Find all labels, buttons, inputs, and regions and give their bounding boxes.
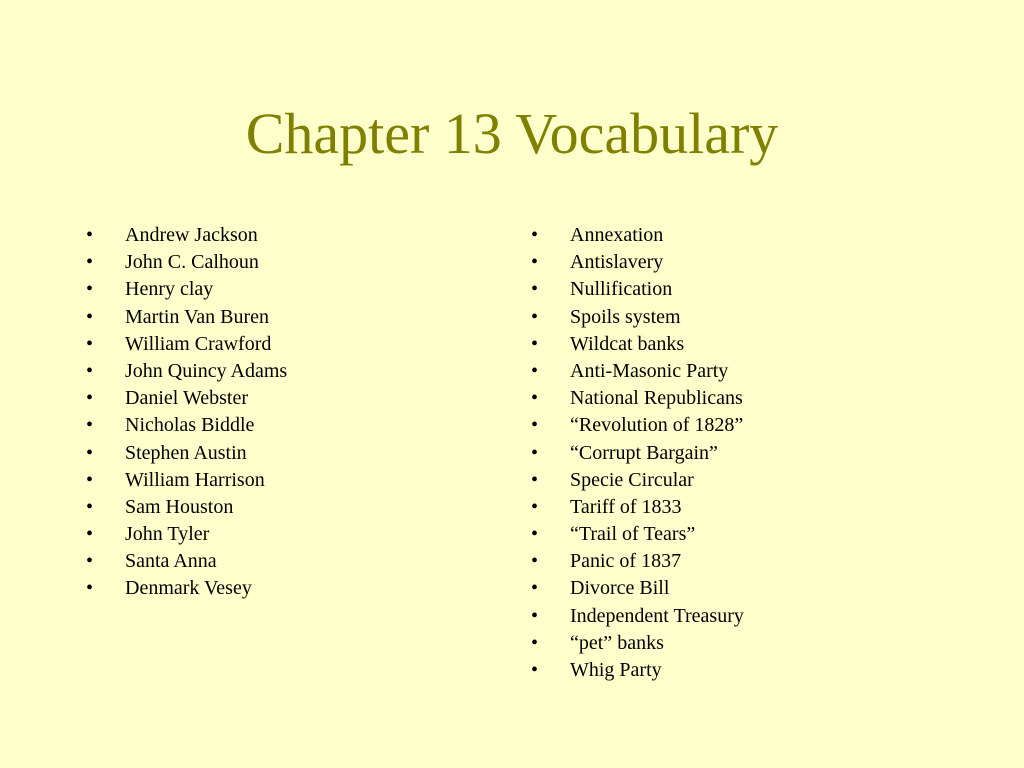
- list-item-text: Specie Circular: [570, 468, 694, 491]
- list-item-text: Antislavery: [570, 251, 664, 274]
- bullet-icon: •: [531, 604, 539, 627]
- list-item: [531, 249, 971, 276]
- list-item: [86, 548, 486, 575]
- list-item: [531, 494, 971, 521]
- list-item-text: Independent Treasury: [570, 604, 744, 627]
- list-item-text: “Revolution of 1828”: [570, 414, 744, 437]
- bullet-icon: •: [531, 305, 539, 328]
- list-item: [86, 494, 486, 521]
- list-item-text: Santa Anna: [125, 550, 217, 573]
- list-item-text: William Crawford: [125, 332, 272, 355]
- list-item-text: Whig Party: [570, 659, 662, 681]
- list-item: [86, 276, 486, 303]
- list-item-text: Nicholas Biddle: [125, 414, 255, 437]
- bullet-icon: •: [531, 224, 539, 246]
- bullet-icon: •: [531, 631, 539, 654]
- bullet-icon: •: [86, 495, 94, 518]
- bullet-icon: •: [86, 278, 94, 301]
- list-item: [86, 358, 486, 385]
- bullet-icon: •: [86, 224, 94, 246]
- list-item-text: John Quincy Adams: [125, 359, 288, 382]
- list-item-text: Martin Van Buren: [125, 305, 270, 328]
- list-item: [531, 304, 971, 331]
- list-item-text: Nullification: [570, 278, 673, 301]
- list-item-text: John Tyler: [125, 523, 210, 546]
- bullet-icon: •: [86, 414, 94, 437]
- list-item-text: Spoils system: [570, 305, 681, 328]
- list-item-text: William Harrison: [125, 468, 265, 491]
- list-item: [531, 358, 971, 385]
- list-item: [531, 385, 971, 412]
- bullet-icon: •: [86, 441, 94, 464]
- bullet-icon: •: [531, 468, 539, 491]
- list-item: [86, 331, 486, 358]
- bullet-icon: •: [531, 659, 539, 681]
- list-item-text: John C. Calhoun: [125, 251, 259, 274]
- bullet-icon: •: [86, 387, 94, 410]
- slide-title: Chapter 13 Vocabulary: [245, 101, 779, 166]
- list-item: [531, 630, 971, 657]
- bullet-icon: •: [531, 332, 539, 355]
- list-item-text: Panic of 1837: [570, 550, 682, 573]
- list-item-text: Divorce Bill: [570, 577, 670, 600]
- list-item-text: “pet” banks: [570, 631, 664, 654]
- list-item: [86, 467, 486, 494]
- list-item: [531, 548, 971, 575]
- list-item: [86, 521, 486, 548]
- right-vocabulary-list: [531, 222, 971, 684]
- bullet-icon: •: [86, 332, 94, 355]
- list-item-text: “Trail of Tears”: [570, 523, 696, 546]
- list-item: [86, 385, 486, 412]
- list-item-text: “Corrupt Bargain”: [570, 441, 718, 464]
- bullet-icon: •: [531, 387, 539, 410]
- bullet-icon: •: [531, 359, 539, 382]
- bullet-icon: •: [531, 577, 539, 600]
- list-item-text: Tariff of 1833: [570, 495, 682, 518]
- bullet-icon: •: [531, 495, 539, 518]
- list-item-text: Henry clay: [125, 278, 214, 301]
- list-item: [86, 440, 486, 467]
- list-item-text: Annexation: [570, 224, 664, 246]
- bullet-icon: •: [531, 278, 539, 301]
- bullet-icon: •: [531, 550, 539, 573]
- bullet-icon: •: [86, 251, 94, 274]
- list-item-text: Stephen Austin: [125, 441, 247, 464]
- list-item: [531, 521, 971, 548]
- list-item: [86, 222, 486, 249]
- list-item: [531, 412, 971, 439]
- list-item-text: National Republicans: [570, 387, 743, 410]
- left-vocabulary-list: [86, 222, 486, 603]
- list-item: [531, 222, 971, 249]
- list-item-text: Daniel Webster: [125, 387, 248, 410]
- list-item: [86, 249, 486, 276]
- bullet-icon: •: [531, 441, 539, 464]
- bullet-icon: •: [86, 550, 94, 573]
- list-item: [531, 331, 971, 358]
- bullet-icon: •: [86, 305, 94, 328]
- bullet-icon: •: [86, 523, 94, 546]
- list-item-text: Anti-Masonic Party: [570, 359, 729, 382]
- list-item: [531, 575, 971, 602]
- list-item-text: Andrew Jackson: [125, 224, 258, 246]
- bullet-icon: •: [531, 414, 539, 437]
- bullet-icon: •: [531, 251, 539, 274]
- list-item: [531, 467, 971, 494]
- list-item-text: Wildcat banks: [570, 332, 685, 355]
- list-item-text: Denmark Vesey: [125, 577, 252, 600]
- bullet-icon: •: [531, 523, 539, 546]
- list-item: [86, 412, 486, 439]
- list-item: [86, 575, 486, 602]
- list-item: [531, 657, 971, 684]
- list-item: [531, 603, 971, 630]
- list-item: [531, 440, 971, 467]
- list-item-text: Sam Houston: [125, 495, 234, 518]
- bullet-icon: •: [86, 577, 94, 600]
- bullet-icon: •: [86, 359, 94, 382]
- list-item: [86, 304, 486, 331]
- list-item: [531, 276, 971, 303]
- bullet-icon: •: [86, 468, 94, 491]
